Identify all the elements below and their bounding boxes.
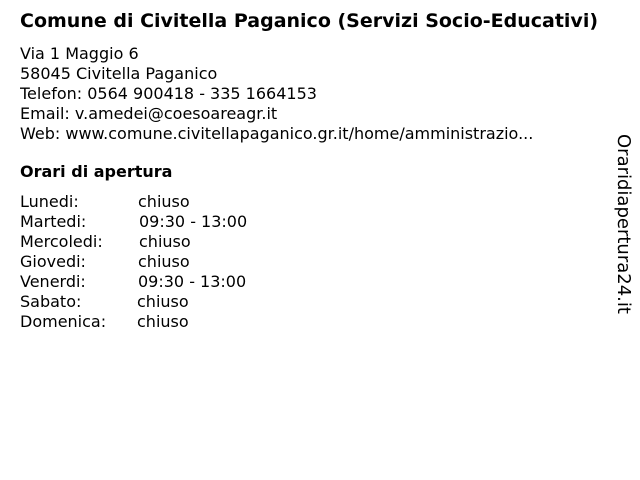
- street-address: Via 1 Maggio 6: [20, 44, 139, 63]
- day-label: Domenica:: [20, 312, 107, 331]
- day-label: Venerdi:: [20, 272, 86, 291]
- address-block: [20, 44, 600, 144]
- opening-hours-table: [20, 192, 600, 332]
- hours-row: [20, 252, 600, 272]
- business-card: [20, 10, 600, 332]
- hours-row: [20, 232, 600, 252]
- email-label: Email:: [20, 104, 70, 123]
- web-line: [20, 124, 600, 144]
- hours-row: [20, 212, 600, 232]
- site-brand-watermark: Oraridiapertura24.it: [613, 134, 634, 314]
- day-label: Lunedi:: [20, 192, 79, 211]
- web-link[interactable]: www.comune.civitellapaganico.gr.it/home/amministrazio...: [65, 124, 534, 143]
- day-label: Sabato:: [20, 292, 82, 311]
- web-label: Web:: [20, 124, 61, 143]
- day-label: Mercoledi:: [20, 232, 103, 251]
- opening-hours-heading: Orari di apertura: [20, 162, 173, 181]
- day-hours: chiuso: [138, 192, 190, 211]
- hours-row: [20, 192, 600, 212]
- day-hours: 09:30 - 13:00: [139, 212, 248, 231]
- day-hours: chiuso: [138, 252, 190, 271]
- email-link[interactable]: v.amedei@coesoareagr.it: [74, 104, 278, 123]
- day-hours: 09:30 - 13:00: [138, 272, 247, 291]
- day-label: Martedi:: [20, 212, 87, 231]
- city-address: 58045 Civitella Paganico: [20, 64, 218, 83]
- phone-number: Telefon: 0564 900418 - 335 1664153: [20, 84, 317, 103]
- day-hours: chiuso: [137, 312, 189, 331]
- hours-row: [20, 272, 600, 292]
- hours-row: [20, 292, 600, 312]
- email-line: [20, 104, 600, 124]
- page-title: Comune di Civitella Paganico (Servizi Socio-Educativi): [20, 10, 599, 32]
- hours-row: [20, 312, 600, 332]
- day-hours: chiuso: [137, 292, 189, 311]
- day-label: Giovedi:: [20, 252, 86, 271]
- day-hours: chiuso: [139, 232, 191, 251]
